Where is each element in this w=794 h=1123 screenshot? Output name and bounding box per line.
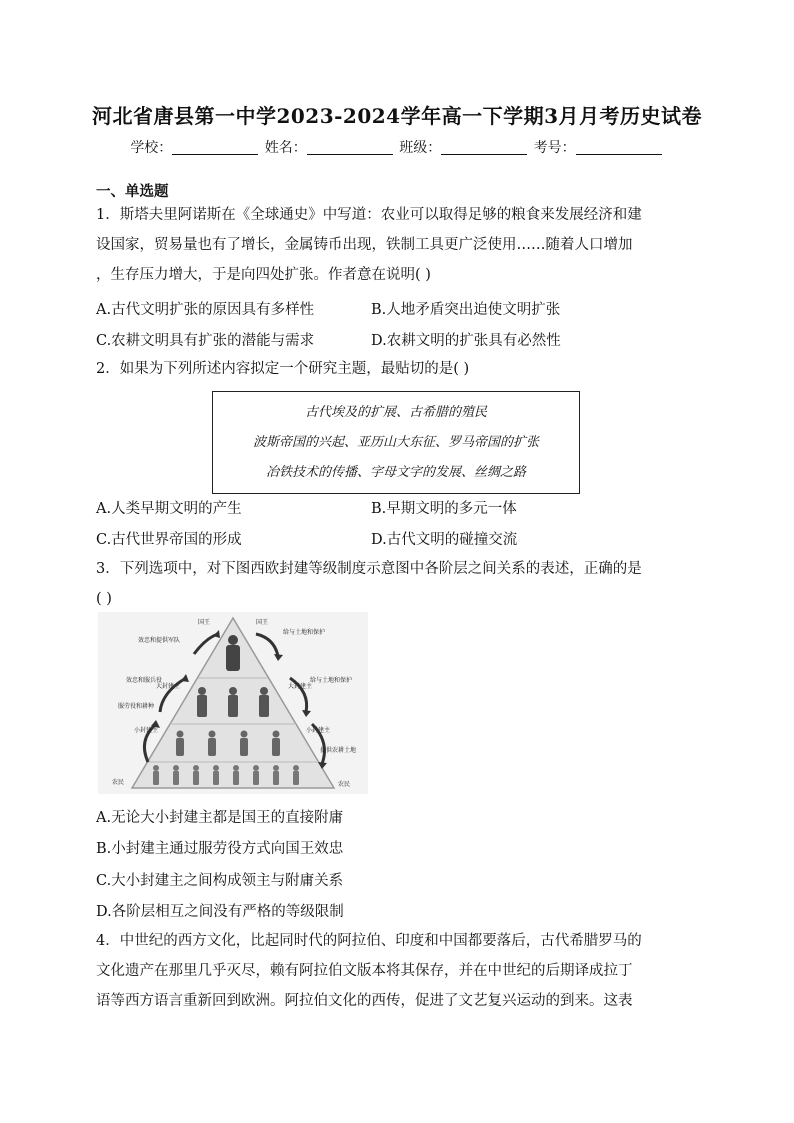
q1-option-c[interactable]: C.农耕文明具有扩张的潜能与需求 (96, 333, 315, 349)
q1-line: 1．斯塔夫里阿诺斯在《全球通史》中写道：农业可以取得足够的粮食来发展经济和建 (96, 207, 642, 223)
tier-label-king-left: 国王 (198, 619, 211, 626)
student-info-row (0, 137, 794, 157)
exam-title: 河北省唐县第一中学2023-2024学年高一下学期3月月考历史试卷 (91, 104, 703, 128)
right-label-2: 给与土地和保护 (310, 677, 353, 684)
q3-option-c[interactable]: C.大小封建主之间构成领主与附庸关系 (96, 873, 344, 889)
q3-option-a[interactable]: A.无论大小封建主都是国王的直接附庸 (96, 810, 344, 826)
exam-number-label: 考号： (533, 140, 576, 156)
left-label-3: 效忠和提供军队 (138, 637, 181, 644)
q2-stem: 2．如果为下列所述内容拟定一个研究主题，最贴切的是( ) (96, 361, 470, 377)
q2-box-line: 波斯帝国的兴起、亚历山大东征、罗马帝国的扩张 (252, 435, 539, 450)
right-label-1: 给与土地和保护 (283, 629, 326, 636)
q1-stem (96, 200, 700, 290)
q3-stem (96, 554, 700, 614)
school-blank[interactable] (172, 140, 258, 155)
q2-option-d[interactable]: D.古代文明的碰撞交流 (371, 532, 518, 548)
class-label: 班级： (399, 140, 442, 156)
q2-option-a[interactable]: A.人类早期文明的产生 (96, 501, 242, 517)
tier-label-king-right: 国王 (256, 619, 269, 626)
tier-label-peasant-left: 农民 (112, 779, 125, 786)
q1-line: 设国家，贸易量也有了增长，金属铸币出现，铁制工具更广泛使用……随着人口增加 (96, 237, 633, 253)
q3-line: 3．下列选项中，对下图西欧封建等级制度示意图中各阶层之间关系的表述，正确的是 (96, 561, 642, 577)
tier-label-peasant-right: 农民 (338, 781, 351, 788)
q1-option-a[interactable]: A.古代文明扩张的原因具有多样性 (96, 302, 315, 318)
feudal-hierarchy-figure (98, 612, 368, 794)
q2-option-c[interactable]: C.古代世界帝国的形成 (96, 532, 242, 548)
left-label-1: 服劳役和耕种 (118, 703, 155, 710)
q3-option-d[interactable]: D.各阶层相互之间没有严格的等级限制 (96, 904, 344, 920)
section-title: 一、单选题 (96, 184, 169, 200)
right-label-3: 提供农耕土地 (320, 747, 357, 754)
name-label: 姓名： (264, 140, 307, 156)
left-label-2: 效忠和服兵役 (126, 677, 163, 684)
q3-option-b[interactable]: B.小封建主通过服劳役方式向国王效忠 (96, 841, 344, 857)
q1-line: ，生存压力增大，于是向四处扩张。作者意在说明( ) (96, 267, 431, 283)
school-label: 学校： (130, 140, 173, 156)
tier-label-lesser-lord-right: 小封建主 (306, 727, 331, 734)
tier-label-great-lord-left: 大封建主 (156, 683, 181, 690)
q4-line: 文化遗产在那里几乎灭尽，赖有阿拉伯文版本将其保存，并在中世纪的后期译成拉丁 (96, 963, 633, 979)
q2-material-box (212, 391, 580, 494)
q1-option-d[interactable]: D.农耕文明的扩张具有必然性 (371, 333, 561, 349)
q2-box-line: 古代埃及的扩展、古希腊的殖民 (304, 405, 487, 420)
q4-line: 语等西方语言重新回到欧洲。阿拉伯文化的西传，促进了文艺复兴运动的到来。这表 (96, 993, 633, 1009)
q2-option-b[interactable]: B.早期文明的多元一体 (371, 501, 517, 517)
q3-line: ( ) (96, 591, 112, 607)
q4-line: 4．中世纪的西方文化，比起同时代的阿拉伯、印度和中国都要落后，古代希腊罗马的 (96, 933, 642, 949)
class-blank[interactable] (441, 140, 527, 155)
king-figure (226, 635, 240, 671)
tier-label-lesser-lord-left: 小封建主 (134, 727, 159, 734)
name-blank[interactable] (307, 140, 393, 155)
q4-stem (96, 926, 700, 1016)
q1-option-b[interactable]: B.人地矛盾突出迫使文明扩张 (371, 302, 561, 318)
q2-box-line: 冶铁技术的传播、字母文字的发展、丝绸之路 (265, 465, 526, 480)
exam-number-blank[interactable] (576, 140, 662, 155)
tier-label-great-lord-right: 大封建主 (288, 683, 313, 690)
